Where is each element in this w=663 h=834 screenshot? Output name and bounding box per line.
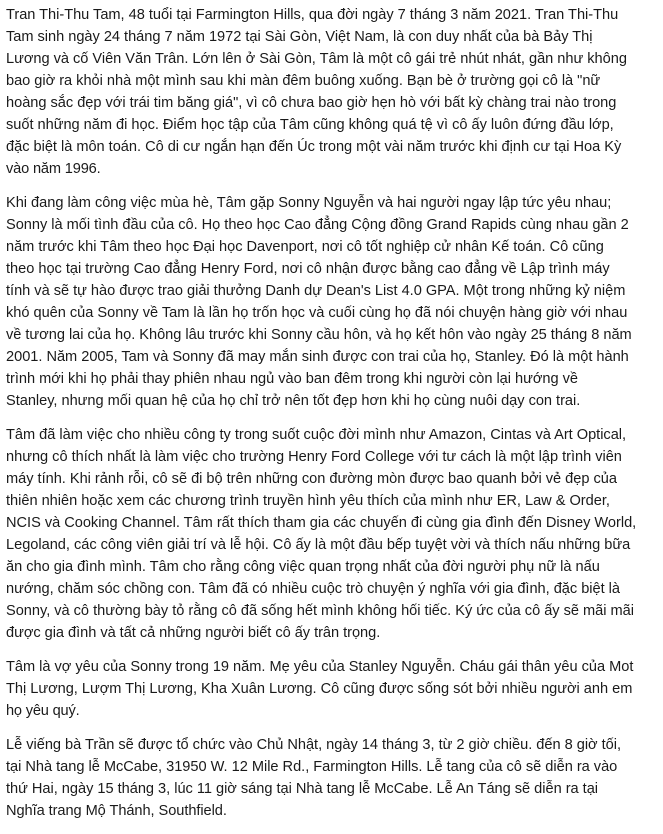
- text-line: suốt những năm đi học. Điểm học tập của Tâm cũng không quá tệ vì cô ấy luôn đứng đầu lớp,: [6, 117, 614, 133]
- paragraph-1: [6, 4, 658, 180]
- text-line: Khi đang làm công việc mùa hè, Tâm gặp Sonny Nguyễn và hai người ngay lập tức yêu nhau;: [6, 195, 612, 211]
- text-line: thứ Hai, ngày 15 tháng 3, lúc 11 giờ sáng tại Nhà tang lễ McCabe. Lễ An Táng sẽ diễn ra tại: [6, 781, 599, 797]
- text-line: Tâm là vợ yêu của Sonny trong 19 năm. Mẹ yêu của Stanley Nguyễn. Cháu gái thân yêu của Mot: [6, 659, 634, 675]
- text-line: trình mới khi họ phải thay phiên nhau ngủ vào ban đêm trong khi người còn lại hướng về: [6, 371, 578, 387]
- text-line: năm trước khi Tâm theo học Đại học Davenport, nơi cô tốt nghiệp cử nhân Kế toán. Cô cũng: [6, 239, 604, 255]
- text-line: được gia đình và tất cả những người biết cô ấy trân trọng.: [6, 625, 381, 641]
- paragraph-5: [6, 734, 658, 822]
- obituary-document: [6, 4, 658, 834]
- text-line: bao giờ ra khỏi nhà một mình sau khi màn đêm buông xuống. Bạn bè ở trường gọi cô là "nữ: [6, 73, 601, 89]
- text-line: Lương và cố Viên Văn Trân. Lớn lên ở Sài Gòn, Tâm là một cô gái trẻ nhút nhát, gần như không: [6, 51, 627, 67]
- text-line: tại Nhà tang lễ McCabe, 31950 W. 12 Mile Rd., Farmington Hills. Lễ tang của cô sẽ diễn ra vào: [6, 759, 618, 775]
- paragraph-2: [6, 192, 658, 412]
- text-line: nướng, chăm sóc chồng con. Tâm đã có nhiều cuộc trò chuyện ý nghĩa với gia đình, đặc biệt là: [6, 581, 620, 597]
- text-line: Stanley, nhưng mối quan hệ của họ chỉ trở nên tốt đẹp hơn khi họ cùng nuôi dạy con trai.: [6, 393, 581, 409]
- text-line: 2001. Năm 2005, Tam và Sonny đã may mắn sinh được con trai của họ, Stanley. Đó là một hành: [6, 349, 629, 365]
- paragraph-3: [6, 424, 658, 644]
- text-line: Thị Lương, Lượm Thị Lương, Kha Xuân Lương. Cô cũng được sống sót bởi nhiều người anh em: [6, 681, 633, 697]
- text-line: nhưng cô thích nhất là làm việc cho trường Henry Ford College với tư cách là một lập trình viên: [6, 449, 622, 465]
- text-line: theo học tại trường Cao đẳng Henry Ford, nơi cô nhận được bằng cao đẳng về Lập trình máy: [6, 261, 610, 277]
- text-line: vào năm 1996.: [6, 161, 101, 177]
- paragraph-4: [6, 656, 658, 722]
- text-line: Sonny là mối tình đầu của cô. Họ theo học Cao đẳng Cộng đồng Grand Rapids cùng nhau gần 2: [6, 217, 629, 233]
- text-line: Tran Thi-Thu Tam, 48 tuổi tại Farmington Hills, qua đời ngày 7 tháng 3 năm 2021. Tran Thi-Thu: [6, 7, 619, 23]
- text-line: máy tính. Khi rảnh rỗi, cô sẽ đi bộ trên những con đường mòn được bao quanh bởi vẻ đẹp của: [6, 471, 617, 487]
- text-line: Tâm đã làm việc cho nhiều công ty trong suốt cuộc đời mình như Amazon, Cintas và Art Optical,: [6, 427, 627, 443]
- text-line: họ yêu quý.: [6, 703, 80, 719]
- text-line: thiên nhiên hoặc xem các chương trình truyền hình yêu thích của mình như ER, Law & Order,: [6, 493, 610, 509]
- text-line: tính và sẽ tự hào được trao giải thưởng Danh dự Dean's List 4.0 GPA. Một trong những kỷ niệm: [6, 283, 626, 299]
- text-line: đặc biệt là môn toán. Cô di cư ngắn hạn đến Úc trong một vài năm trước khi định cư tại Hoa Kỳ: [6, 139, 622, 155]
- text-line: hoàng sắc đẹp với trái tim băng giá", vì cô chưa bao giờ hẹn hò với bất kỳ chàng trai nào trong: [6, 95, 617, 111]
- text-line: Nghĩa trang Mộ Thánh, Southfield.: [6, 803, 227, 819]
- text-line: Tam sinh ngày 24 tháng 7 năm 1972 tại Sài Gòn, Việt Nam, là con duy nhất của bà Bảy Thị: [6, 29, 593, 45]
- text-line: Legoland, các công viên giải trí và lễ hội. Cô ấy là một đầu bếp tuyệt vời và thích nấu những bữa: [6, 537, 631, 553]
- text-line: về tương lai của họ. Không lâu trước khi Sonny cầu hôn, và họ kết hôn vào ngày 25 tháng 8 năm: [6, 327, 632, 343]
- text-line: NCIS và Cooking Channel. Tâm rất thích tham gia các chuyến đi cùng gia đình đến Disney World,: [6, 515, 637, 531]
- text-line: ăn cho gia đình mình. Tâm cho rằng công việc quan trọng nhất của đời người phụ nữ là nấu: [6, 559, 600, 575]
- text-line: Lễ viếng bà Trần sẽ được tổ chức vào Chủ Nhật, ngày 14 tháng 3, từ 2 giờ chiều. đến 8 giờ tối,: [6, 737, 621, 753]
- text-line: khó quên của Sonny về Tam là lần họ trốn học và cuối cùng họ đã nói chuyện hàng giờ với nhau: [6, 305, 628, 321]
- text-line: Sonny, và cô thường bày tỏ rằng cô đã sống hết mình không hối tiếc. Ký ức của cô ấy sẽ mãi mãi: [6, 603, 634, 619]
